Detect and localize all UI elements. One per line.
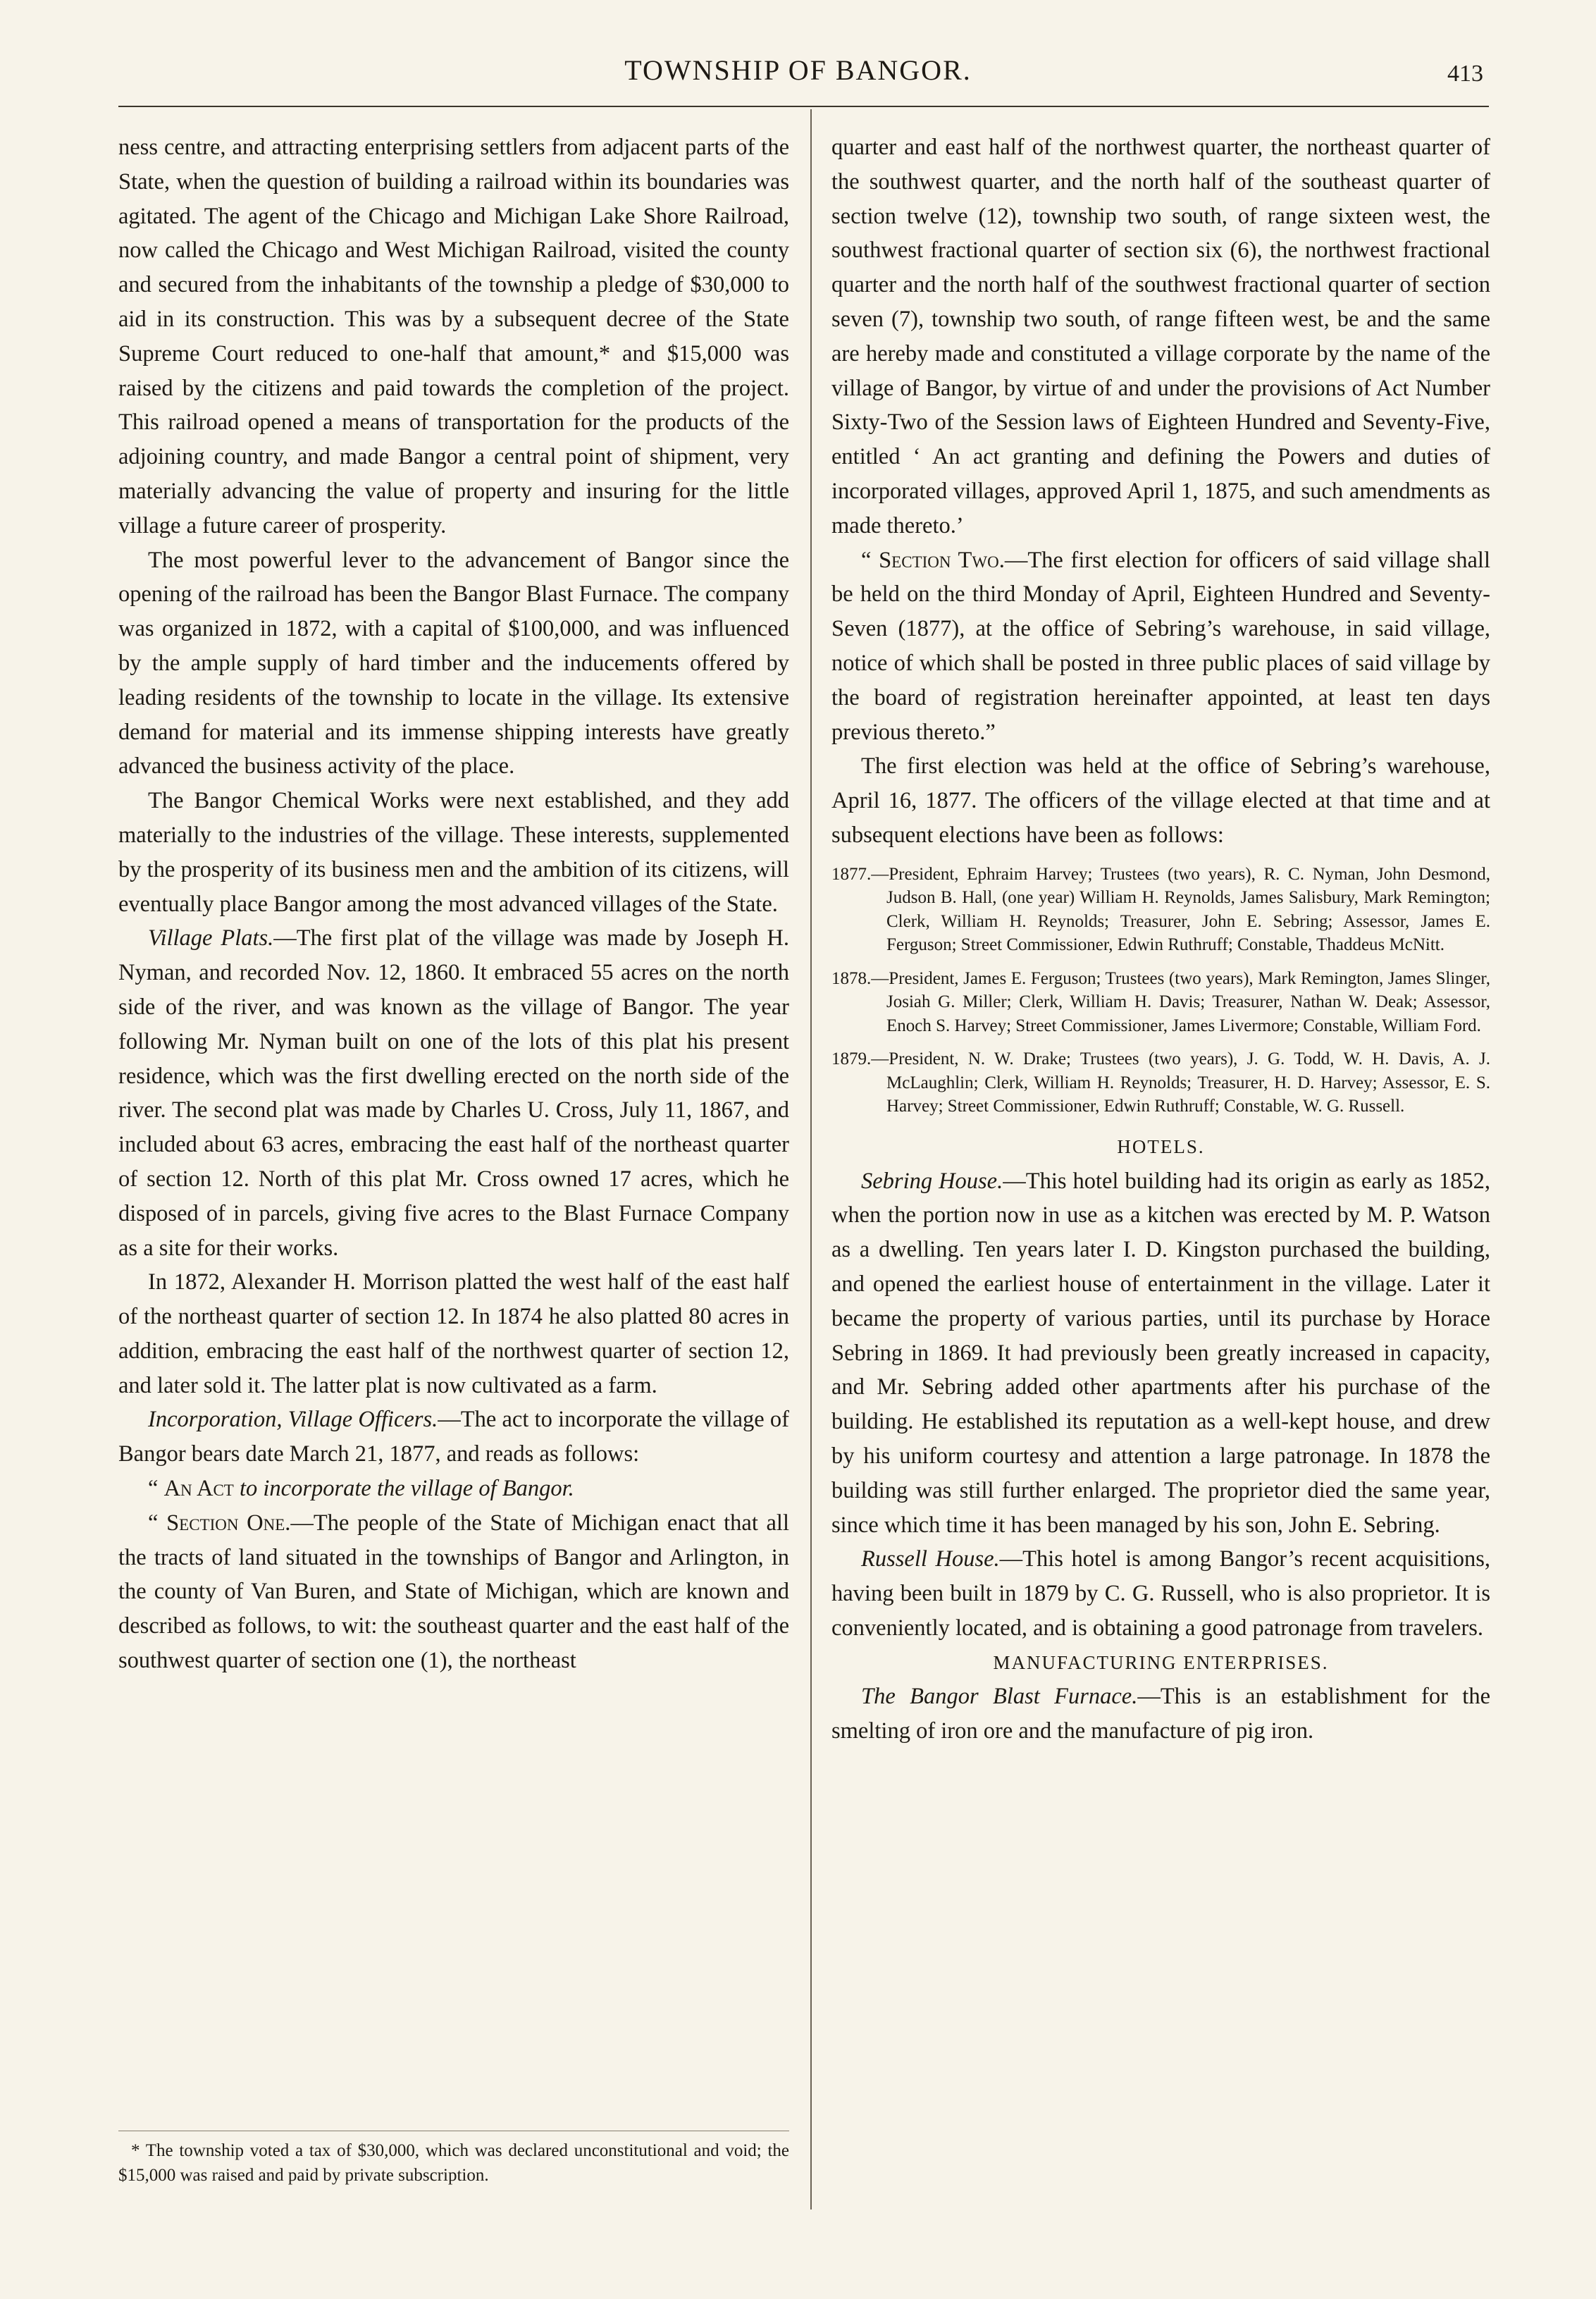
act-title — [118, 1472, 789, 1506]
paragraph-heading: The Bangor Blast Furnace. — [861, 1684, 1138, 1710]
act-label: An Act — [163, 1476, 234, 1502]
paragraph-body: —The first plat of the village was made by Joseph H. Nyman, and recorded Nov. 12, 1860. It embraced 55 acres on the north side of the river, and was known as the village of Bangor. The year following Mr. Nyman built on one of the lots of this plat his present residence, which was the first dwelling erected on the north side of the river. The second plat was made by Charles U. Cross, July 11, 1867, and included about 63 acres, embracing the east half of the northeast quarter of section 12. North of this plat Mr. Cross owned 17 acres, which he disposed of in parcels, giving five acres to the Blast Furnace Company as a site for their works. — [118, 925, 789, 1261]
footnote-text: * The township voted a tax of $30,000, which was declared unconstitutional and void; the $15,000 was raised and paid by private subscription. — [118, 2141, 789, 2185]
paragraph-body: —This hotel is among Bangor’s recent acquisitions, having been built in 1879 by C. G. Russell, who is also proprietor. It is conveniently located, and is obtaining a good patronage from travelers. — [831, 1546, 1490, 1641]
paragraph — [118, 921, 789, 1265]
paragraph: The Bangor Chemical Works were next established, and they add materially to the industries of the village. These interests, supplemented by the prosperity of its business men and the ambition of its citizens, will eventually place Bangor among the most advanced villages of the State. — [118, 788, 789, 917]
paragraph — [831, 1164, 1490, 1543]
paragraph — [118, 1506, 789, 1678]
footnote — [118, 2131, 789, 2188]
section-label: Section One. — [166, 1510, 291, 1536]
paragraph-heading: Village Plats. — [148, 925, 274, 951]
paragraph-body: —This is an establishment for the smelting of iron ore and the manufacture of pig iron. — [831, 1684, 1490, 1744]
open-quote: “ — [148, 1476, 164, 1502]
open-quote: “ — [861, 547, 879, 573]
paragraph: The first election was held at the office of Sebring’s warehouse, April 16, 1877. The officers of the village elected at that time and at subsequent elections have been as follows: — [831, 753, 1490, 848]
paragraph-body: —The first election for officers of said village shall be held on the third Monday of April, Eighteen Hundred and Seventy-Seven (1877), at the office of Sebring’s warehouse, in said village, notice of which shall be posted in three public places of said village by the board of registration hereinafter appointed, at least ten days previous thereto.” — [831, 547, 1490, 745]
paragraph-body: —The act to incorporate the village of Bangor bears date March 21, 1877, and reads as follows: — [118, 1407, 789, 1467]
paragraph-body: —This hotel building had its origin as early as 1852, when the portion now in use as a kitchen was erected by M. P. Watson as a dwelling. Ten years later I. D. Kingston purchased the building, and opened the earliest house of entertainment in the village. Later it became the property of various parties, until its purchase by Horace Sebring in 1869. It had previously been greatly increased in capacity, and Mr. Sebring added other apartments after his purchase of the building. He established its reputation as a well-kept house, and drew by his uniform courtesy and attention a large patronage. In 1878 the building was still further enlarged. The proprietor died the same year, since which time it has been managed by his son, John E. Sebring. — [831, 1168, 1490, 1538]
page-header — [0, 45, 1596, 87]
paragraph — [831, 1542, 1490, 1645]
header-rule — [118, 106, 1489, 107]
paragraph: In 1872, Alexander H. Morrison platted the west half of the east half of the northeast quarter of section 12. In 1874 he also platted 80 acres in addition, embracing the east half of the northwest quarter of section 12, and later sold it. The latter plat is now cultivated as a farm. — [118, 1269, 789, 1398]
page-number: 413 — [1447, 61, 1483, 87]
running-title: TOWNSHIP OF BANGOR. — [624, 54, 972, 86]
paragraph: The most powerful lever to the advancement of Bangor since the opening of the railroad has been the Bangor Blast Furnace. The company was organized in 1872, with a capital of $100,000, and was influenced by the ample supply of hard timber and the inducements offered by leading residents of the township to locate in the village. Its extensive demand for material and its immense shipping interests have greatly advanced the business activity of the place. — [118, 547, 789, 779]
officers-list — [831, 863, 1490, 1118]
paragraph-heading: Sebring House. — [861, 1168, 1003, 1194]
paragraph — [831, 543, 1490, 750]
officers-entry: 1877.—President, Ephraim Harvey; Trustees (two years), R. C. Nyman, John Desmond, Judson B. Hall, (one year) William H. Reynolds, James Salisbury, Mark Remington; Clerk, William H. Reynolds; Treasurer, John E. Sebring; Assessor, James E. Ferguson; Street Commissioner, Edwin Ruthruff; Constable, Thaddeus McNitt. — [831, 864, 1490, 955]
right-column — [831, 130, 1490, 1749]
left-column — [118, 130, 789, 1678]
paragraph: quarter and east half of the northwest quarter, the northeast quarter of the southwest quarter, and the north half of the southeast quarter of section twelve (12), township two south, of range sixteen west, the southwest fractional quarter of section six (6), the northwest fractional quarter and the north half of the southwest fractional quarter of section seven (7), township two south, of range fifteen west, be and the same are hereby made and constituted a village corporate by the name of the village of Bangor, by virtue of and under the provisions of Act Number Sixty-Two of the Session laws of Eighteen Hundred and Seventy-Five, entitled ‘ An act granting and defining the Powers and duties of incorporated villages, approved April 1, 1875, and such amendments as made thereto.’ — [831, 135, 1490, 538]
section-heading-manufacturing: MANUFACTURING ENTERPRISES. — [993, 1651, 1329, 1673]
column-divider — [810, 109, 812, 2209]
paragraph — [118, 1403, 789, 1472]
paragraph-body: —The people of the State of Michigan enact that all the tracts of land situated in the townships of Bangor and Arlington, in the county of Van Buren, and State of Michigan, which are known and described as follows, to wit: the southeast quarter and the east half of the southwest quarter of section one (1), the northeast — [118, 1510, 789, 1674]
paragraph: ness centre, and attracting enterprising settlers from adjacent parts of the State, when the question of building a railroad within its boundaries was agitated. The agent of the Chicago and Michigan Lake Shore Railroad, now called the Chicago and West Michigan Railroad, visited the county and secured from the inhabitants of the township a pledge of $30,000 to aid in its construction. This was by a subsequent decree of the State Supreme Court reduced to one-half that amount,* and $15,000 was raised by the citizens and paid towards the completion of the project. This railroad opened a means of transportation for the products of the adjoining country, and made Bangor a central point of shipment, very materially advancing the value of property and insuring for the little village a future career of prosperity. — [118, 135, 789, 538]
act-description: to incorporate the village of Bangor. — [239, 1476, 574, 1502]
section-label: Section Two. — [879, 547, 1005, 573]
officers-entry: 1879.—President, N. W. Drake; Trustees (two years), J. G. Todd, W. H. Davis, A. J. McLaughlin; Clerk, William H. Reynolds; Treasurer, H. D. Harvey; Assessor, E. S. Harvey; Street Commissioner, Edwin Ruthruff; Constable, W. G. Russell. — [831, 1049, 1490, 1116]
officers-entry: 1878.—President, James E. Ferguson; Trustees (two years), Mark Remington, James Slinger, Josiah G. Miller; Clerk, William H. Davis; Treasurer, Nathan W. Deak; Assessor, Enoch S. Harvey; Street Commissioner, James Livermore; Constable, William Ford. — [831, 968, 1490, 1035]
open-quote: “ — [148, 1510, 167, 1536]
paragraph-heading: Russell House. — [861, 1546, 1000, 1572]
paragraph-heading: Incorporation, Village Officers. — [148, 1407, 438, 1433]
section-heading-hotels: HOTELS. — [1117, 1135, 1205, 1157]
paragraph — [831, 1679, 1490, 1749]
